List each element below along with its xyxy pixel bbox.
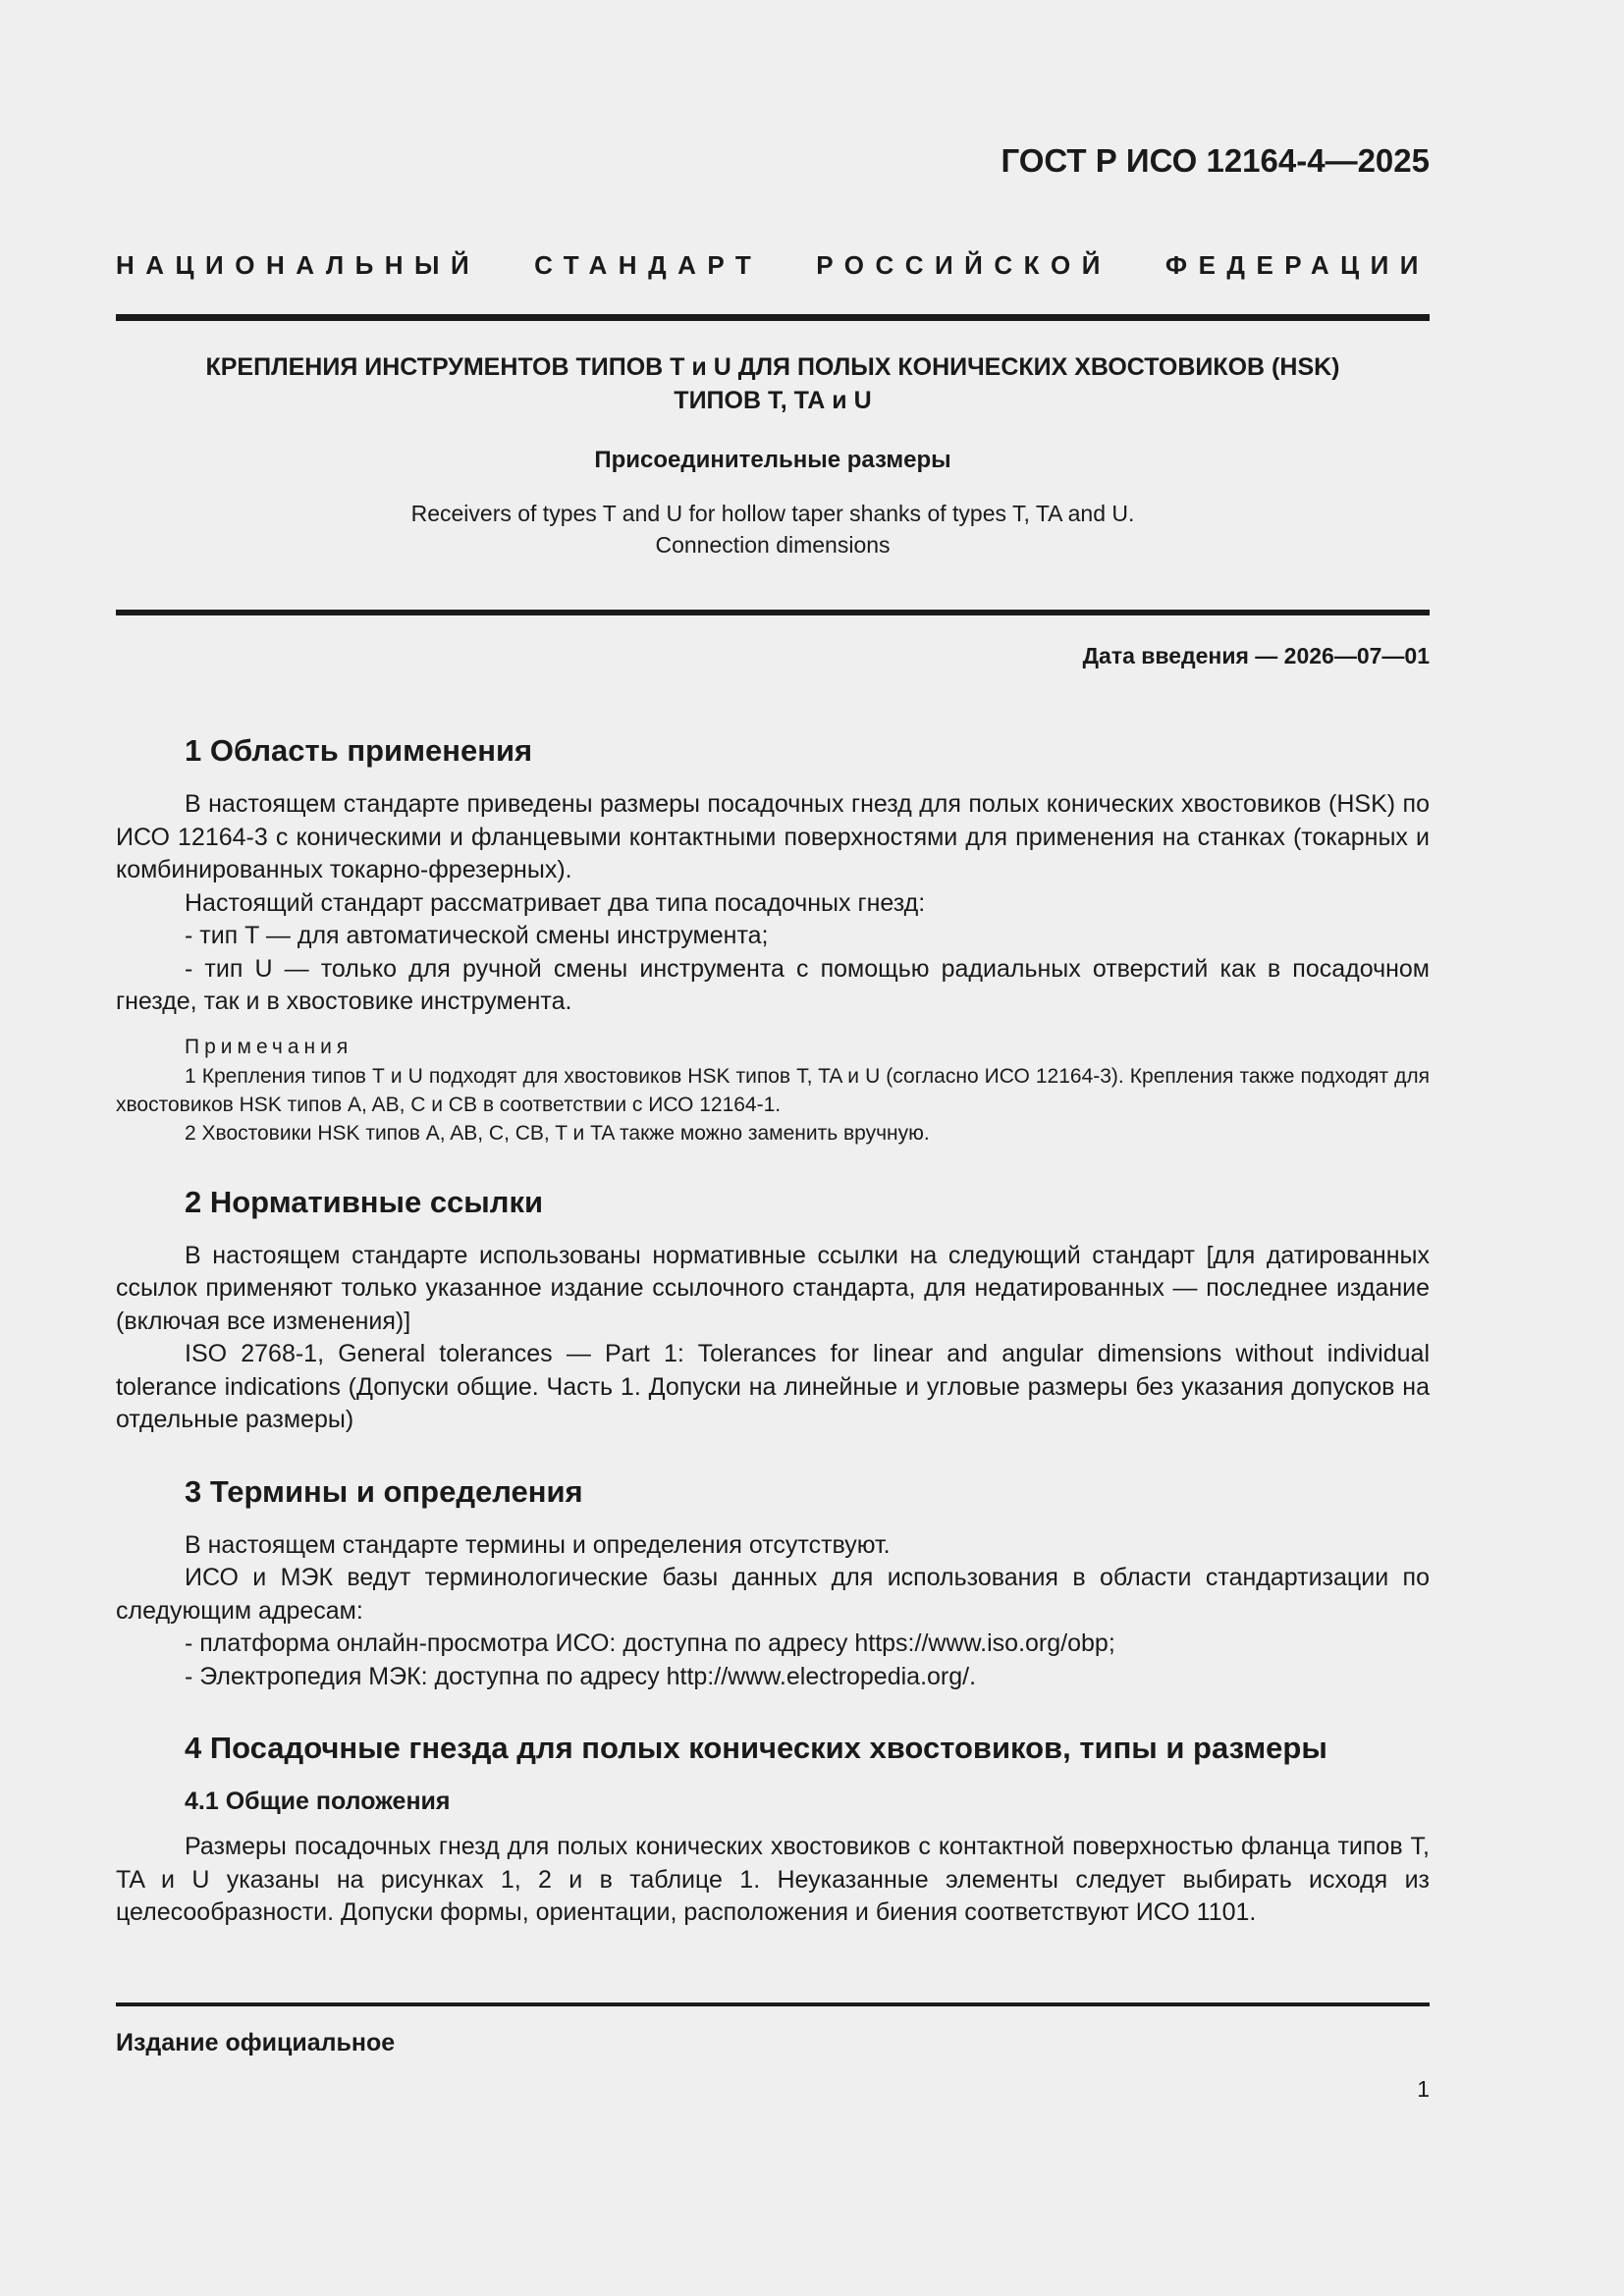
subsection-4-1-heading: 4.1 Общие положения (185, 1788, 451, 1815)
main-title-line-2: ТИПОВ Т, ТА и U (674, 387, 872, 414)
title-block (116, 350, 1430, 561)
section-1-heading: 1 Область применения (185, 733, 533, 768)
list-item: - тип T — для автоматической смены инструмента; (185, 922, 769, 949)
bottom-divider (116, 2002, 1430, 2006)
main-title (116, 350, 1430, 417)
paragraph: В настоящем стандарте приведены размеры посадочных гнезд для полых конических хвостовиков (HSK) по ИСО 12164-3 с коническими и фланцевыми контактными поверхностями для применения на станках (токарных и комбинированных токарно-фрезерных). (116, 790, 1430, 883)
section-2-heading: 2 Нормативные ссылки (185, 1184, 544, 1219)
official-edition-label: Издание официальное (116, 2029, 396, 2056)
section-4-heading: 4 Посадочные гнезда для полых конических хвостовиков, типы и размеры (185, 1731, 1327, 1765)
main-title-line-1: КРЕПЛЕНИЯ ИНСТРУМЕНТОВ ТИПОВ Т и U ДЛЯ ПОЛЫХ КОНИЧЕСКИХ ХВОСТОВИКОВ (HSK) (205, 353, 1340, 381)
subtitle: Присоединительные размеры (594, 447, 951, 473)
paragraph: ISO 2768-1, General tolerances — Part 1: Tolerances for linear and angular dimensions without individual tolerance indications (Допуски общие. Часть 1. Допуски на линейные и угловые размеры без указания допусков на отдельные размеры) (116, 1340, 1430, 1433)
list-item: - тип U — только для ручной смены инструмента с помощью радиальных отверстий как в посадочном гнезде, так и в хвостовике инструмента. (116, 954, 1430, 1015)
document-code: ГОСТ Р ИСО 12164-4—2025 (1001, 142, 1430, 179)
section-normative-references (116, 1183, 1430, 1437)
title-divider (116, 610, 1430, 615)
notes-block (116, 1033, 1430, 1148)
section-receivers (116, 1729, 1430, 1930)
english-title (116, 498, 1430, 561)
notes-title: Примечания (185, 1035, 353, 1058)
national-standard-banner: НАЦИОНАЛЬНЫЙ СТАНДАРТ РОССИЙСКОЙ ФЕДЕРАЦИИ (116, 250, 1430, 280)
paragraph: В настоящем стандарте использованы нормативные ссылки на следующий стандарт [для датированных ссылок применяют только указанное издание ссылочного стандарта, для недатированных — последнее издание (включая все изменения)] (116, 1241, 1430, 1335)
top-divider (116, 314, 1430, 321)
paragraph: ИСО и МЭК ведут терминологические базы данных для использования в области стандартизации по следующим адресам: (116, 1564, 1430, 1625)
list-item: - платформа онлайн-просмотра ИСО: доступна по адресу https://www.iso.org/obp; (185, 1629, 1115, 1657)
paragraph: В настоящем стандарте термины и определения отсутствуют. (185, 1530, 891, 1559)
english-title-line-2: Connection dimensions (655, 532, 891, 558)
section-terms (116, 1472, 1430, 1694)
section-3-heading: 3 Термины и определения (185, 1473, 583, 1509)
english-title-line-1: Receivers of types T and U for hollow taper shanks of types T, TA and U. (410, 501, 1135, 526)
paragraph: Размеры посадочных гнезд для полых конических хвостовиков с контактной поверхностью фланца типов T, TA и U указаны на рисунках 1, 2 и в таблице 1. Неуказанные элементы следует выбирать исходя из целесообразности. Допуски формы, ориентации, расположения и биения соответствуют ИСО 1101. (116, 1833, 1430, 1926)
paragraph: Настоящий стандарт рассматривает два типа посадочных гнезд: (185, 888, 926, 917)
note-2: 2 Хвостовики HSK типов A, AB, C, CB, T и TA также можно заменить вручную. (185, 1121, 930, 1145)
introduction-date: Дата введения — 2026—07—01 (1082, 643, 1430, 668)
note-1: 1 Крепления типов Т и U подходят для хвостовиков HSK типов T, TA и U (согласно ИСО 12164-3). Крепления также подходят для хвостовиков HSK типов A, AB, C и CB в соответствии с ИСО 12164-1. (116, 1064, 1430, 1116)
document-body (116, 731, 1430, 1965)
list-item: - Электропедия МЭК: доступна по адресу http://www.electropedia.org/. (185, 1662, 977, 1690)
page-number: 1 (1417, 2076, 1430, 2102)
section-scope (116, 731, 1430, 1148)
